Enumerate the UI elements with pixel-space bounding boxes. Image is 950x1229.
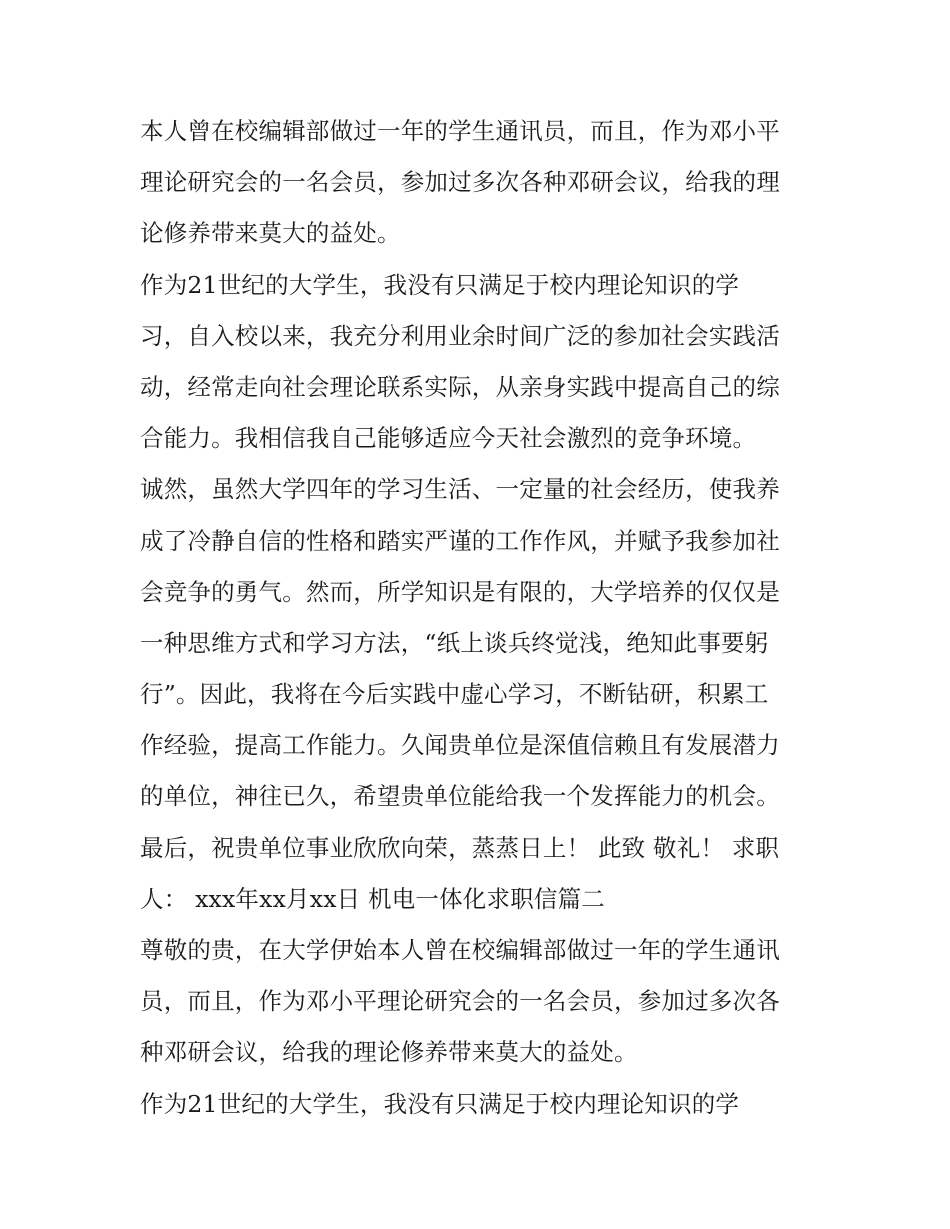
text-line: 行”。因此，我将在今后实践中虚心学习，不断钻研，积累工 — [140, 680, 769, 709]
text-line: 论修养带来莫大的益处。 — [140, 219, 401, 248]
text-line: 作为21世纪的大学生，我没有只满足于校内理论知识的学 — [140, 1089, 740, 1118]
text-line: 诚然，虽然大学四年的学习生活、一定量的社会经历，使我养 — [140, 475, 780, 504]
text-line: 作为21世纪的大学生，我没有只满足于校内理论知识的学 — [140, 270, 740, 299]
text-line: 的单位，神往已久，希望贵单位能给我一个发挥能力的机会。 — [140, 782, 780, 811]
document-body — [140, 106, 820, 1130]
text-line: 合能力。我相信我自己能够适应今天社会激烈的竞争环境。 — [140, 424, 757, 453]
text-line: 作经验，提高工作能力。久闻贵单位是深值信赖且有发展潜力 — [140, 731, 780, 760]
text-line: 最后，祝贵单位事业欣欣向荣，蒸蒸日上！ 此致 敬礼！ 求职 — [140, 833, 780, 862]
text-line: 一种思维方式和学习方法，“纸上谈兵终觉浅，绝知此事要躬 — [140, 628, 769, 657]
paragraph-3 — [140, 464, 820, 925]
paragraph-1 — [140, 106, 820, 260]
text-line: 种邓研会议，给我的理论修养带来莫大的益处。 — [140, 1038, 638, 1067]
text-line: 本人曾在校编辑部做过一年的学生通讯员，而且，作为邓小平 — [140, 117, 780, 145]
text-line: 动，经常走向社会理论联系实际，从亲身实践中提高自己的综 — [140, 372, 780, 401]
text-line: 会竞争的勇气。然而，所学知识是有限的，大学培养的仅仅是 — [140, 577, 780, 606]
text-line: 习，自入校以来，我充分利用业余时间广泛的参加社会实践活 — [140, 321, 780, 350]
text-line: 人： xxx年xx月xx日 机电一体化求职信篇二 — [140, 884, 606, 913]
text-line: 员，而且，作为邓小平理论研究会的一名会员，参加过多次各 — [140, 987, 780, 1016]
text-line: 成了冷静自信的性格和踏实严谨的工作作风，并赋予我参加社 — [140, 526, 780, 555]
paragraph-5 — [140, 1079, 820, 1130]
paragraph-2 — [140, 260, 820, 465]
paragraph-4 — [140, 925, 820, 1079]
text-line: 尊敬的贵，在大学伊始本人曾在校编辑部做过一年的学生通讯 — [140, 936, 780, 964]
text-line: 理论研究会的一名会员，参加过多次各种邓研会议，给我的理 — [140, 168, 780, 197]
